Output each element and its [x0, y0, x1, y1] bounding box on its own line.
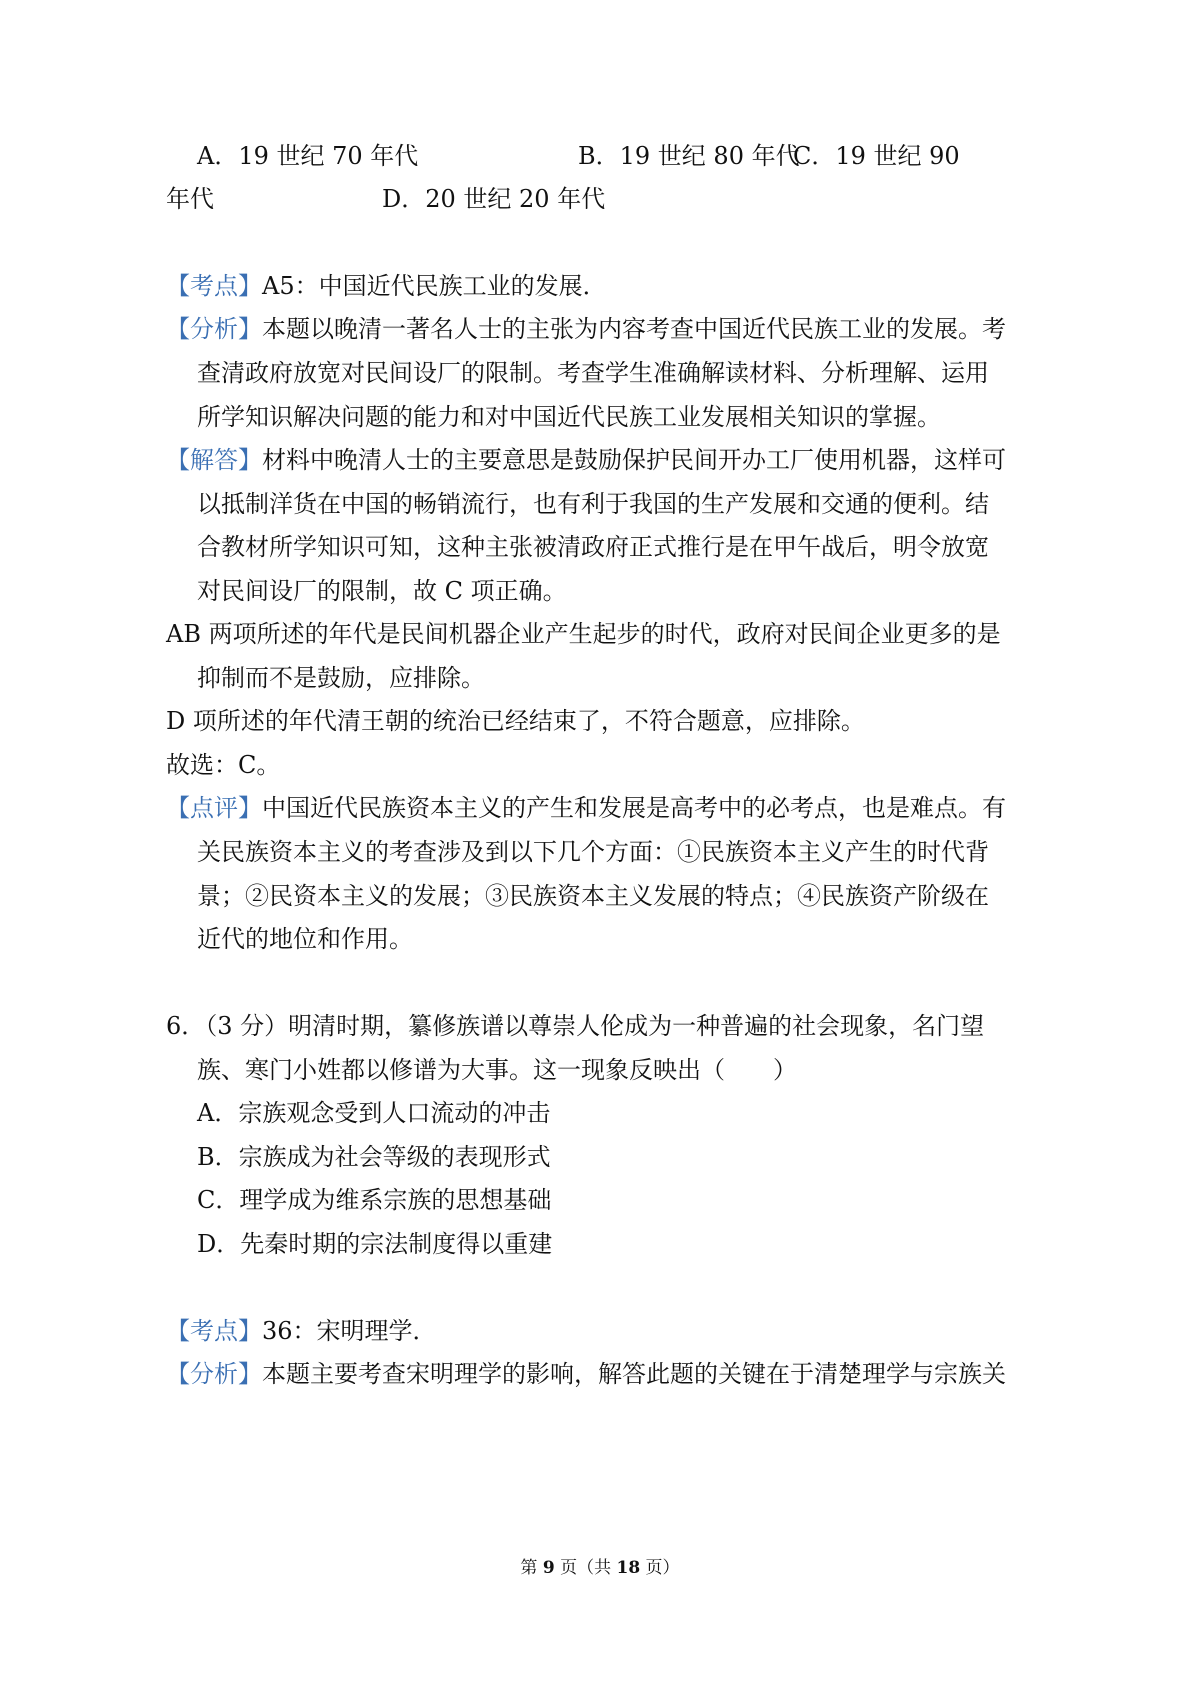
kaodian-tag: 【考点】: [166, 1317, 262, 1345]
jieda-line: 对民间设厂的限制，故 C 项正确。: [197, 577, 567, 605]
option-c-prev: C．19 世纪 90: [793, 142, 960, 170]
q5-kaodian: [166, 270, 607, 302]
option-b-prev: B．19 世纪 80 年代: [578, 142, 800, 170]
jieda-tag: 【解答】: [166, 446, 262, 474]
jieda-line: 以抵制洋货在中国的畅销流行，也有利于我国的生产发展和交通的便利。结: [197, 490, 989, 518]
jieda-line: AB 两项所述的年代是民间机器企业产生起步的时代，政府对民间企业更多的是: [166, 620, 1001, 648]
q6-option-c: C．理学成为维系宗族的思想基础: [197, 1186, 552, 1214]
footer-prefix: 第: [520, 1558, 543, 1578]
q6-stem: 6．（3 分）明清时期，纂修族谱以尊崇人伦成为一种普遍的社会现象，名门望: [166, 1012, 985, 1040]
footer-middle: 页（共: [554, 1558, 617, 1578]
q5-fenxi: [166, 313, 1006, 345]
q5-dianping: [166, 792, 1006, 824]
fenxi-tag: 【分析】: [166, 315, 262, 343]
jieda-line: D 项所述的年代清王朝的统治已经结束了，不符合题意，应排除。: [166, 707, 865, 735]
q6-option-b: B．宗族成为社会等级的表现形式: [197, 1143, 551, 1171]
page-number: 9: [542, 1558, 555, 1578]
kaodian-text: 36：宋明理学．: [262, 1317, 437, 1345]
dianping-line: 景；②民资本主义的发展；③民族资本主义发展的特点；④民族资产阶级在: [197, 882, 989, 910]
q6-option-d: D．先秦时期的宗法制度得以重建: [197, 1230, 553, 1258]
kaodian-text: A5：中国近代民族工业的发展．: [262, 272, 607, 300]
total-pages: 18: [616, 1558, 641, 1578]
dianping-line: 关民族资本主义的考查涉及到以下几个方面：①民族资本主义产生的时代背: [197, 838, 989, 866]
q6-option-a: A．宗族观念受到人口流动的冲击: [197, 1099, 551, 1127]
jieda-line: 抑制而不是鼓励，应排除。: [197, 664, 485, 692]
kaodian-tag: 【考点】: [166, 272, 262, 300]
footer-suffix: 页）: [640, 1558, 680, 1578]
q6-fenxi: [166, 1358, 1006, 1390]
fenxi-tag: 【分析】: [166, 1360, 262, 1388]
jieda-answer: 故选：C。: [166, 751, 281, 779]
option-c-prev-wrap: 年代: [166, 185, 214, 213]
option-d-prev: D．20 世纪 20 年代: [382, 185, 606, 213]
dianping-line: 中国近代民族资本主义的产生和发展是高考中的必考点，也是难点。有: [262, 794, 1006, 822]
jieda-line: 合教材所学知识可知，这种主张被清政府正式推行是在甲午战后，明令放宽: [197, 533, 989, 561]
option-a-prev: A．19 世纪 70 年代: [197, 142, 419, 170]
fenxi-line: 所学知识解决问题的能力和对中国近代民族工业发展相关知识的掌握。: [197, 403, 941, 431]
page-footer: [0, 1556, 1200, 1580]
q6-kaodian: [166, 1315, 437, 1347]
dianping-tag: 【点评】: [166, 794, 262, 822]
dianping-line: 近代的地位和作用。: [197, 925, 413, 953]
jieda-line: 材料中晚清人士的主要意思是鼓励保护民间开办工厂使用机器，这样可: [262, 446, 1006, 474]
q6-stem-cont: 族、寒门小姓都以修谱为大事。这一现象反映出（ ）: [197, 1056, 797, 1084]
fenxi-line: 本题以晚清一著名人士的主张为内容考查中国近代民族工业的发展。考: [262, 315, 1006, 343]
q5-jieda: [166, 444, 1006, 476]
fenxi-text: 本题主要考查宋明理学的影响，解答此题的关键在于清楚理学与宗族关: [262, 1360, 1006, 1388]
fenxi-line: 查清政府放宽对民间设厂的限制。考查学生准确解读材料、分析理解、运用: [197, 359, 989, 387]
